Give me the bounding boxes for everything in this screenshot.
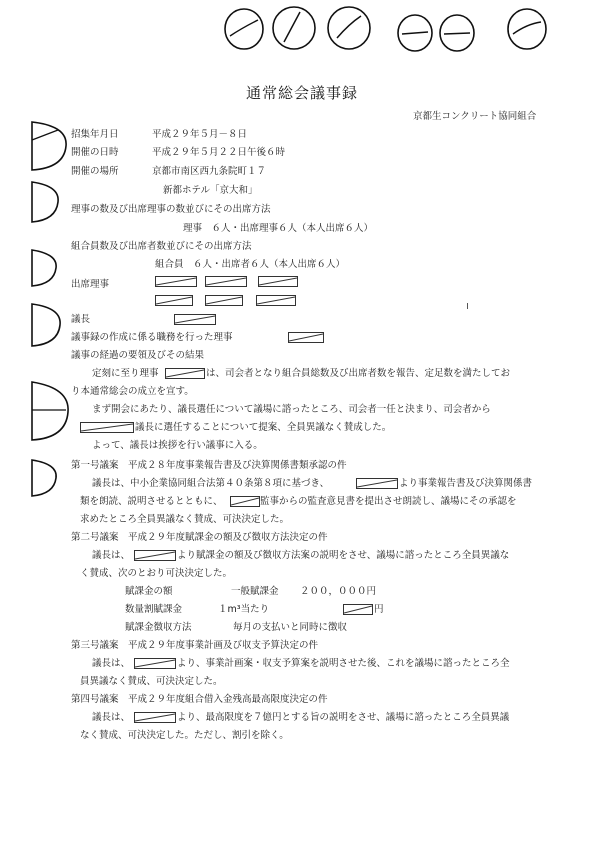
directors-value: 理事 ６人・出席理事６人（本人出席６人） [183, 223, 374, 234]
chair-label: 議長 [71, 314, 91, 325]
redacted-name [205, 295, 243, 306]
item1-line3: 求めたところ全員異議なく賛成、可決決定した。 [80, 514, 290, 525]
para3: よって、議長は挨拶を行い議事に入る。 [92, 440, 263, 451]
fee-row-v1: 一般賦課金 [231, 586, 279, 597]
item1-heading: 第一号議案 平成２８年度事業報告書及び決算関係書類承認の件 [71, 460, 347, 471]
redacted-name [258, 276, 298, 287]
item1-line1a: 議長は、中小企業協同組合法第４０条第８項に基づき、 [92, 478, 330, 489]
item1-line1b: より事業報告書及び決算関係書 [399, 478, 533, 489]
item2-heading: 第二号議案 平成２９年度賦課金の額及び徴収方法決定の件 [71, 532, 328, 543]
item2-line1b: より賦課金の額及び徴収方法案の説明をさせ、議場に諮ったところ全員異議な [177, 550, 510, 561]
redacted-name [80, 422, 134, 433]
margin-seal-3 [28, 248, 60, 288]
date-value: 平成２９年５月２２日午後６時 [152, 147, 286, 158]
minutes-writer-label: 議事録の作成に係る職務を行った理事 [71, 332, 233, 343]
members-value: 組合員 ６人・出席者６人（本人出席６人） [155, 259, 346, 270]
item4-line1a: 議長は、 [92, 712, 131, 723]
redacted-name [134, 712, 176, 723]
redacted-name [230, 496, 260, 507]
seal-stamp-1 [222, 6, 266, 52]
item1-line2a: 類を朗読、説明させるとともに、 [80, 496, 223, 507]
margin-seal-4 [28, 302, 64, 348]
seal-stamp-5 [438, 12, 476, 54]
redacted-name [356, 478, 398, 489]
fee-row-v1: 毎月の支払いと同時に徴収 [233, 622, 348, 633]
stray-mark [467, 303, 468, 309]
summons-value: 平成２９年５月－８日 [152, 129, 248, 140]
fee-row-v1: １m³当たり [218, 604, 270, 615]
margin-seal-2 [28, 180, 62, 224]
fee-row-key: 賦課金徴収方法 [125, 622, 192, 633]
seal-stamp-2 [270, 4, 318, 52]
directors-heading: 理事の数及び出席理事の数並びにその出席方法 [71, 204, 271, 215]
seal-stamp-4 [396, 12, 434, 54]
summons-label: 招集年月日 [71, 129, 119, 140]
redacted-name [155, 276, 197, 287]
fee-row-key: 賦課金の額 [125, 586, 173, 597]
item4-line2: なく賛成、可決決定した。ただし、割引を除く。 [80, 730, 289, 741]
item4-line1b: より、最高限度を７億円とする旨の説明をさせ、議場に諮ったところ全員異議 [177, 712, 510, 723]
organization-name: 京都生コンクリート協同組合 [413, 111, 537, 122]
fee-row-v2: 円 [374, 604, 384, 615]
place-value: 京都市南区西九条院町１７ [152, 166, 267, 177]
item2-line1a: 議長は、 [92, 550, 131, 561]
margin-seal-1 [28, 120, 68, 172]
redacted-amount [343, 604, 373, 615]
item1-line2b: 監事からの監査意見書を提出させ朗読し、議場にその承認を [260, 496, 517, 507]
seal-stamp-3 [325, 4, 373, 52]
fee-row-v2: ２００，０００円 [300, 586, 377, 597]
para2-end: 議長に選任することについて提案、全員異議なく賛成した。 [135, 422, 392, 433]
redacted-name [134, 658, 176, 669]
redacted-name [288, 332, 324, 343]
seal-stamp-6 [505, 6, 549, 52]
redacted-name [155, 295, 193, 306]
item3-line2: 員異議なく賛成、可決決定した。 [80, 676, 223, 687]
para1-start: 定刻に至り理事 [92, 368, 159, 379]
redacted-name [205, 276, 247, 287]
proceedings-heading: 議事の経過の要領及びその結果 [71, 350, 205, 361]
margin-seal-5 [28, 380, 72, 442]
document-title: 通常総会議事録 [246, 84, 359, 102]
members-heading: 組合員数及び出席者数並びにその出席方法 [71, 241, 252, 252]
para1-rest: は、司会者となり組合員総数及び出席者数を報告、定足数を満たしてお [206, 368, 511, 379]
para2-start: まず開会にあたり、議長選任について議場に諮ったところ、司会者一任と決まり、司会者から [92, 404, 491, 415]
item3-heading: 第三号議案 平成２９年度事業計画及び収支予算決定の件 [71, 640, 319, 651]
fee-row-key: 数量割賦課金 [125, 604, 183, 615]
redacted-name [165, 368, 205, 379]
margin-seal-6 [28, 458, 60, 498]
redacted-name [256, 295, 296, 306]
item4-heading: 第四号議案 平成２９年度組合借入金残高最高限度決定の件 [71, 694, 328, 705]
item2-line2: く賛成、次のとおり可決決定した。 [80, 568, 233, 579]
item3-line1b: より、事業計画案・収支予算案を説明させた後、これを議場に諮ったところ全 [177, 658, 510, 669]
attending-directors-label: 出席理事 [71, 279, 110, 290]
para1-end: り本通常総会の成立を宣す。 [71, 386, 194, 397]
item3-line1a: 議長は、 [92, 658, 131, 669]
date-label: 開催の日時 [71, 147, 119, 158]
redacted-name [174, 314, 216, 325]
redacted-name [134, 550, 176, 561]
place-value-2: 新都ホテル「京大和」 [163, 185, 258, 196]
place-label: 開催の場所 [71, 166, 119, 177]
